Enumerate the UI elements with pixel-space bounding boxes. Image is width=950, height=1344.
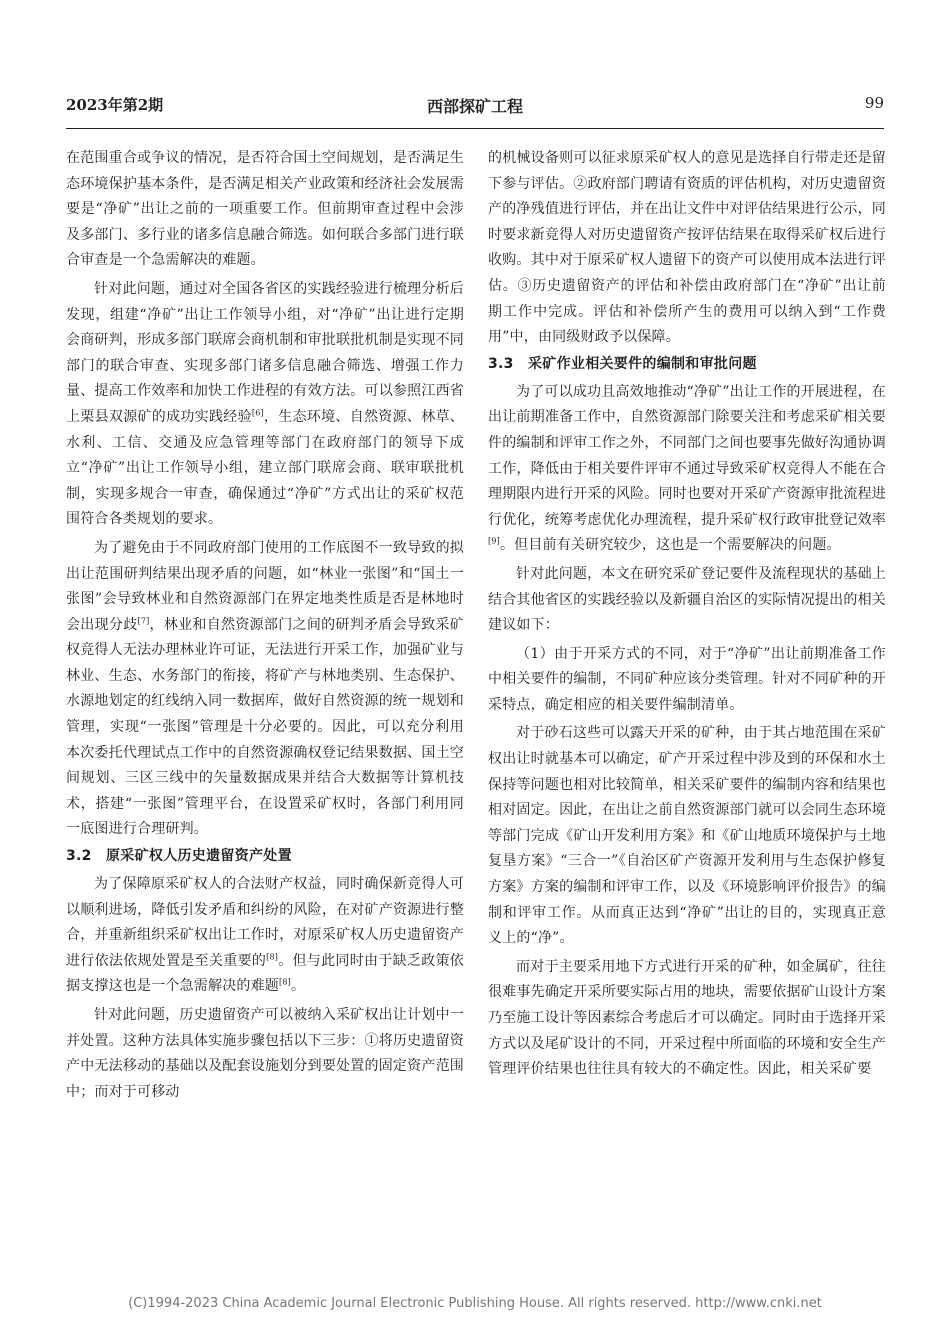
page-number: 99 <box>864 94 884 112</box>
citation-7: [7] <box>137 616 150 626</box>
right-column <box>488 146 886 1083</box>
right-paragraph-6: 而对于主要采用地下方式进行开采的矿种，如金属矿，往往很难事先确定开采所要实际占用的地块，需要依据矿山设计方案乃至施工设计等因素综合考虑后才可以确定。同时由于选择开采方式以及尾矿设计的不同，开采过程中所面临的环境和安全生产管理评价结果也往往具有较大的不确定性。因此，相关采矿要 <box>488 958 886 1078</box>
copyright-footer: (C)1994-2023 China Academic Journal Electronic Publishing House. All rights reserved. http://www.cnki.net <box>128 1296 822 1311</box>
left-paragraph-3: 为了避免由于不同政府部门使用的工作底图不一致导致的拟出让范围研判结果出现矛盾的问题，如“林业一张图”和“国土一张图”会导致林业和自然资源部门在界定地类性质是否是林地时会出现分歧[7]，林业和自然资源部门之间的研判矛盾会导致采矿权竞得人无法办理林业许可证，无法进行开采工作，加强矿业与林业、生态、水务部门的衔接，将矿产与林地类别、生态保护、水源地划定的红线纳入同一数据库，做好自然资源的统一规划和管理，实现“一张图”管理是十分必要的。因此，可以充分利用本次委托代理试点工作中的自然资源确权登记结果数据、国土空间规划、三区三线中的矢量数据成果并结合大数据等计算机技术，搭建“一张图”管理平台，在设置采矿权时，各部门利用同一底图进行合理研判。 <box>66 539 465 838</box>
left-column <box>66 146 464 1105</box>
citation-8b: [8] <box>279 977 291 987</box>
left-paragraph-5: 针对此问题，历史遗留资产可以被纳入采矿权出让计划中一并处置。这种方法具体实施步骤包括以下三步：①将历史遗留资产中无法移动的基础以及配套设施划分到要处置的固定资产范围中；而对于可移动 <box>66 1007 464 1100</box>
left-paragraph-2: 针对此问题，通过对全国各省区的实践经验进行梳理分析后发现，组建“净矿”出让工作领导小组，对“净矿”出让进行定期会商研判，形成多部门联席会商机制和审批联批机制是实现不同部门的联合审查、实现多部门诸多信息融合筛选、增强工作力量、提高工作效率和加快工作进程的有效方法。可以参照江西省上栗县双源矿的成功实践经验[6]，生态环境、自然资源、林草、水利、工信、交通及应急管理等部门在政府部门的领导下成立“净矿”出让工作领导小组，建立部门联席会商、联审联批机制，实现多规合一审查，确保通过“净矿”方式出让的采矿权范围符合各类规划的要求。 <box>66 280 464 528</box>
issue-label: 2023年第2期 <box>66 96 164 114</box>
citation-6: [6] <box>251 408 264 418</box>
left-paragraph-1: 在范围重合或争议的情况，是否符合国土空间规划，是否满足生态环境保护基本条件，是否满足相关产业政策和经济社会发展需要是“净矿”出让之前的一项重要工作。但前期审查过程中会涉及多部门、多行业的诸多信息融合筛选。如何联合多部门进行联合审查是一个急需解决的难题。 <box>66 150 464 269</box>
left-paragraph-4: 为了保障原采矿权人的合法财产权益，同时确保新竞得人可以顺利进场，降低引发矛盾和纠纷的风险，在对矿产资源进行整合，并重新组织采矿权出让工作时，对原采矿权人历史遗留资产进行依法依规处置是至关重要的[8]。但与此同时由于缺乏政策依据支撑这也是一个急需解决的难题[8]。 <box>66 876 464 995</box>
right-paragraph-5: 对于砂石这些可以露天开采的矿种，由于其占地范围在采矿权出让时就基本可以确定，矿产开采过程中涉及到的环保和水土保持等问题也相对比较简单，相关采矿要件的编制内容和结果也相对固定。因此，在出让之前自然资源部门就可以会同生态环境等部门完成《矿山开发利用方案》和《矿山地质环境保护与土地复垦方案》“三合一”《自治区矿产资源开发利用与生态保护修复方案》方案的编制和评审工作，以及《环境影响评价报告》的编制和评审工作。从而真正达到“净矿”出让的目的，实现真正意义上的“净”。 <box>488 725 886 947</box>
citation-8a: [8] <box>266 952 279 962</box>
journal-title: 西部探矿工程 <box>426 97 523 116</box>
page-header <box>66 88 884 129</box>
right-paragraph-2: 为了可以成功且高效地推动“净矿”出让工作的开展进程，在出让前期准备工作中，自然资源部门除要关注和考虑采矿相关要件的编制和评审工作之外，不同部门之间也要事先做好沟通协调工作，降低由于相关要件评审不通过导致采矿权竞得人不能在合理期限内进行开采的风险。同时也要对开采矿产资源审批流程进行优化，统筹考虑优化办理流程，提升采矿权行政审批登记效率[9]。但目前有关研究较少，这也是一个需要解决的问题。 <box>488 383 886 554</box>
citation-9: [9] <box>488 536 500 546</box>
right-paragraph-4: （1）由于开采方式的不同，对于“净矿”出让前期准备工作中相关要件的编制，不同矿种应该分类管理。针对不同矿种的开采特点，确定相应的相关要件编制清单。 <box>488 645 886 713</box>
right-paragraph-1: 的机械设备则可以征求原采矿权人的意见是选择自行带走还是留下参与评估。②政府部门聘请有资质的评估机构，对历史遗留资产的净残值进行评估，并在出让文件中对评估结果进行公示，同时要求新竞得人对历史遗留资产按评估结果在取得采矿权后进行收购。其中对于原采矿权人遗留下的资产可以使用成本法进行评估。③历史遗留资产的评估和补偿由政府部门在“净矿”出让前期工作中完成。评估和补偿所产生的费用可以纳入到“工作费用”中，由同级财政予以保障。 <box>488 150 886 346</box>
section-heading-3-2: 3.2 原采矿权人历史遗留资产处置 <box>66 848 292 865</box>
section-heading-3-3: 3.3 采矿作业相关要件的编制和审批问题 <box>488 355 757 372</box>
right-paragraph-3: 针对此问题，本文在研究采矿登记要件及流程现状的基础上结合其他省区的实践经验以及新疆自治区的实际情况提出的相关建议如下： <box>488 565 886 634</box>
